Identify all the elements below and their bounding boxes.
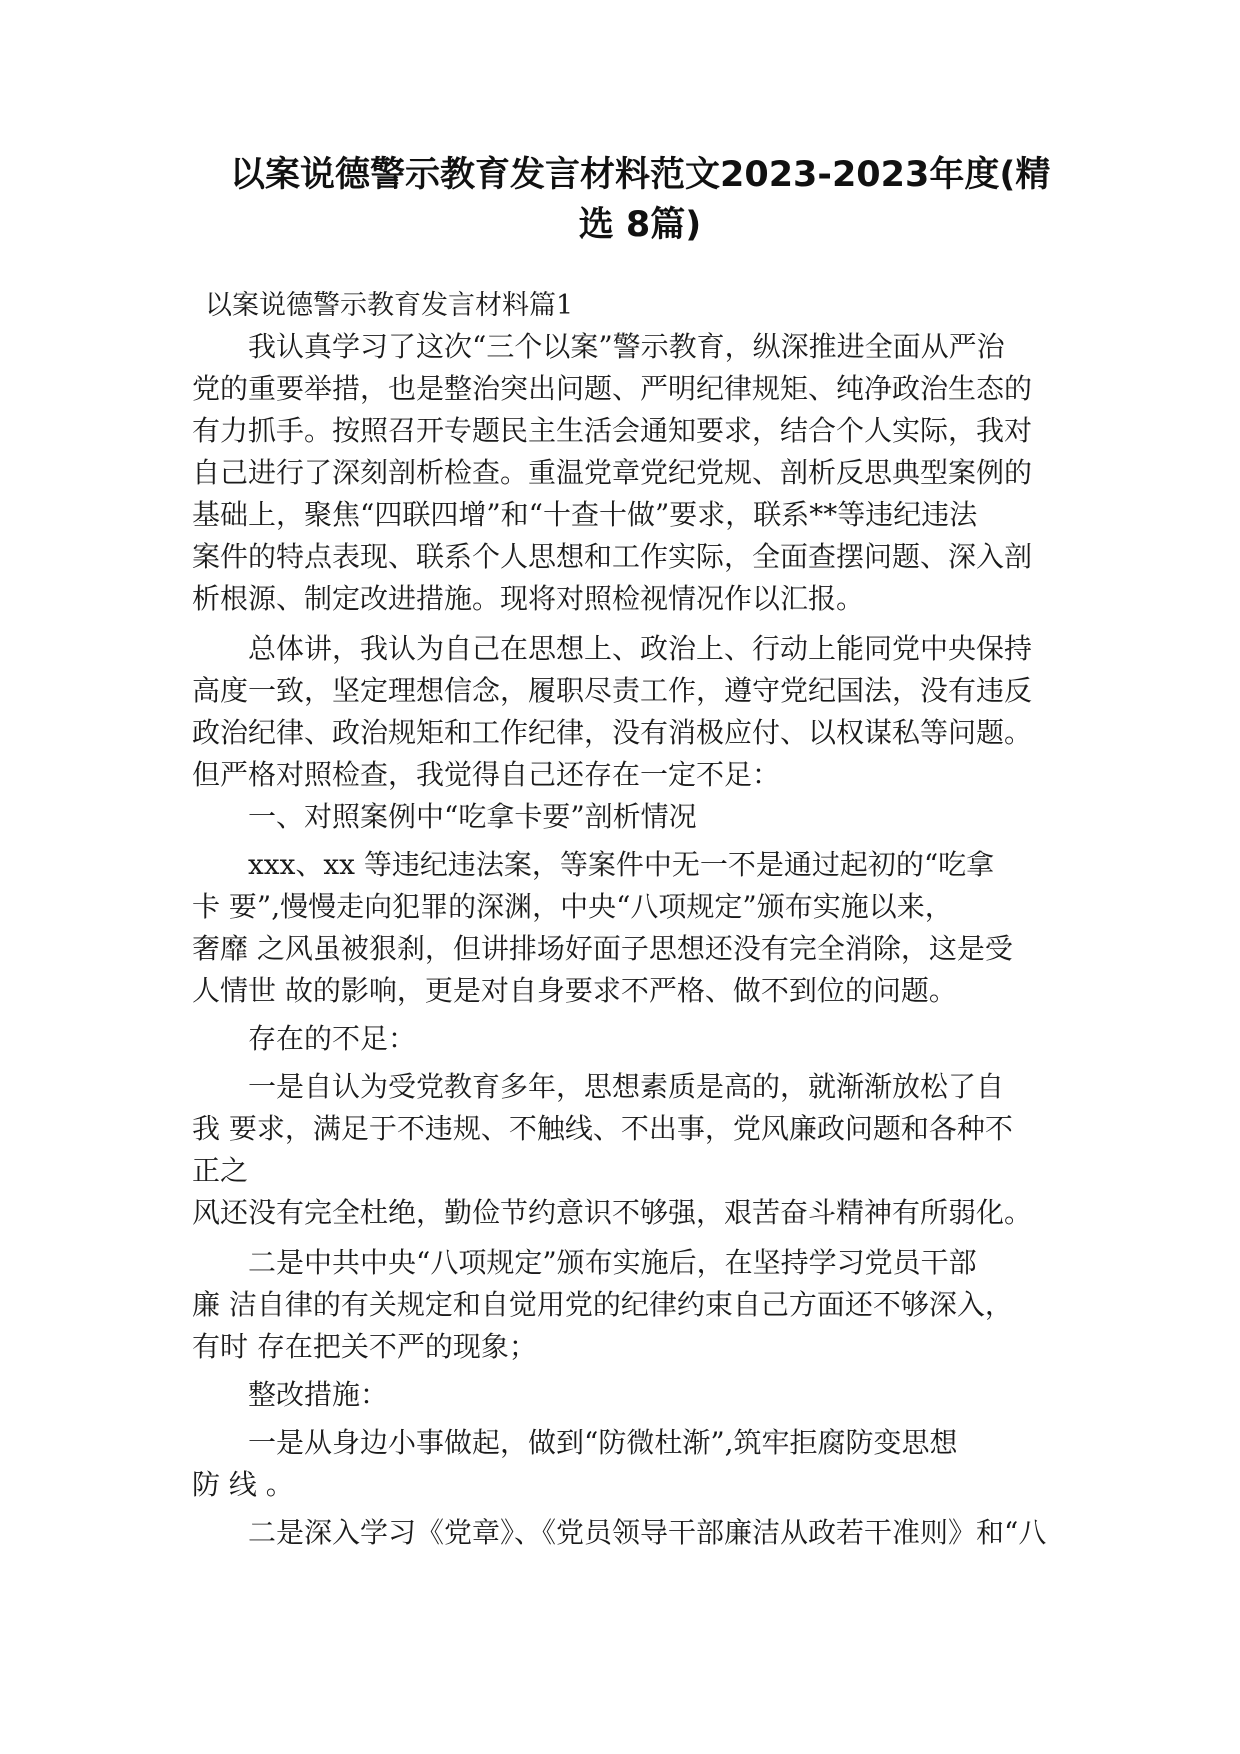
text-line: 存在的不足： bbox=[248, 1022, 417, 1055]
text-line: 人情世 故的影响，更是对自身要求不严格、做不到位的问题。 bbox=[192, 974, 957, 1007]
text-line: 但严格对照检查，我觉得自己还存在一定不足： bbox=[192, 758, 781, 791]
text-line: 有力抓手。按照召开专题民主生活会通知要求，结合个人实际，我对 bbox=[192, 414, 1033, 447]
text-line: 自己进行了深刻剖析检查。重温党章党纪党规、剖析反思典型案例的 bbox=[192, 456, 1033, 489]
paragraph-measure-1 bbox=[192, 1422, 1052, 1506]
paragraph-case bbox=[192, 844, 1052, 1012]
document-body bbox=[192, 326, 1052, 1554]
paragraph-overall bbox=[192, 628, 1052, 796]
paragraph-shortcomings-label bbox=[192, 1018, 1052, 1060]
text-line: 一是从身边小事做起，做到“防微杜渐”,筑牢拒腐防变思想 bbox=[248, 1426, 958, 1459]
text-line: 奢靡 之风虽被狠刹，但讲排场好面子思想还没有完全消除，这是受 bbox=[192, 932, 1013, 965]
text-line: xxx、xx 等违纪违法案，等案件中无一不是通过起初的“吃拿 bbox=[248, 848, 995, 881]
text-line: 党的重要举措，也是整治突出问题、严明纪律规矩、纯净政治生态的 bbox=[192, 372, 1033, 405]
text-line: 有时 存在把关不严的现象； bbox=[192, 1330, 537, 1363]
text-line: 防 线 。 bbox=[192, 1468, 294, 1501]
paragraph-measures-label bbox=[192, 1374, 1052, 1416]
text-line: 基础上，聚焦“四联四增”和“十查十做”要求，联系**等违纪违法 bbox=[192, 498, 978, 531]
text-line: 总体讲，我认为自己在思想上、政治上、行动上能同党中央保持 bbox=[248, 632, 1033, 665]
document-title bbox=[230, 150, 1050, 250]
text-line: 析根源、制定改进措施。现将对照检视情况作以汇报。 bbox=[192, 582, 865, 615]
text-line: 二是深入学习《党章》、《党员领导干部廉洁从政若干准则》和“八 bbox=[248, 1516, 1047, 1549]
text-line: 案件的特点表现、联系个人思想和工作实际，全面查摆问题、深入剖 bbox=[192, 540, 1033, 573]
text-line: 高度一致，坚定理想信念，履职尽责工作，遵守党纪国法，没有违反 bbox=[192, 674, 1033, 707]
title-line-2: 选 8篇) bbox=[578, 205, 702, 245]
title-line-1: 以案说德警示教育发言材料范文2023-2023年度(精 bbox=[230, 155, 1051, 195]
paragraph-shortcoming-2 bbox=[192, 1242, 1052, 1368]
text-line: 二是中共中央“八项规定”颁布实施后，在坚持学习党员干部 bbox=[248, 1246, 977, 1279]
paragraph-intro bbox=[192, 326, 1052, 620]
paragraph-measure-2 bbox=[192, 1512, 1052, 1554]
paragraph-shortcoming-1 bbox=[192, 1066, 1052, 1234]
text-line: 正之 bbox=[192, 1154, 249, 1187]
text-line: 卡 要”,慢慢走向犯罪的深渊，中央“八项规定”颁布实施以来， bbox=[192, 890, 953, 923]
text-line: 风还没有完全杜绝，勤俭节约意识不够强，艰苦奋斗精神有所弱化。 bbox=[192, 1196, 1033, 1229]
paragraph-subheading-1 bbox=[192, 796, 1052, 838]
text-line: 我认真学习了这次“三个以案”警示教育，纵深推进全面从严治 bbox=[248, 330, 1005, 363]
text-line: 一是自认为受党教育多年，思想素质是高的，就渐渐放松了自 bbox=[248, 1070, 1005, 1103]
text-line: 政治纪律、政治规矩和工作纪律，没有消极应付、以权谋私等问题。 bbox=[192, 716, 1033, 749]
text-line: 整改措施： bbox=[248, 1378, 389, 1411]
text-line: 我 要求，满足于不违规、不触线、不出事，党风廉政问题和各种不 bbox=[192, 1112, 1013, 1145]
section-heading: 以案说德警示教育发言材料篇1 bbox=[205, 290, 574, 321]
text-line: 一、对照案例中“吃拿卡要”剖析情况 bbox=[248, 800, 697, 833]
text-line: 廉 洁自律的有关规定和自觉用党的纪律约束自己方面还不够深入， bbox=[192, 1288, 1013, 1321]
